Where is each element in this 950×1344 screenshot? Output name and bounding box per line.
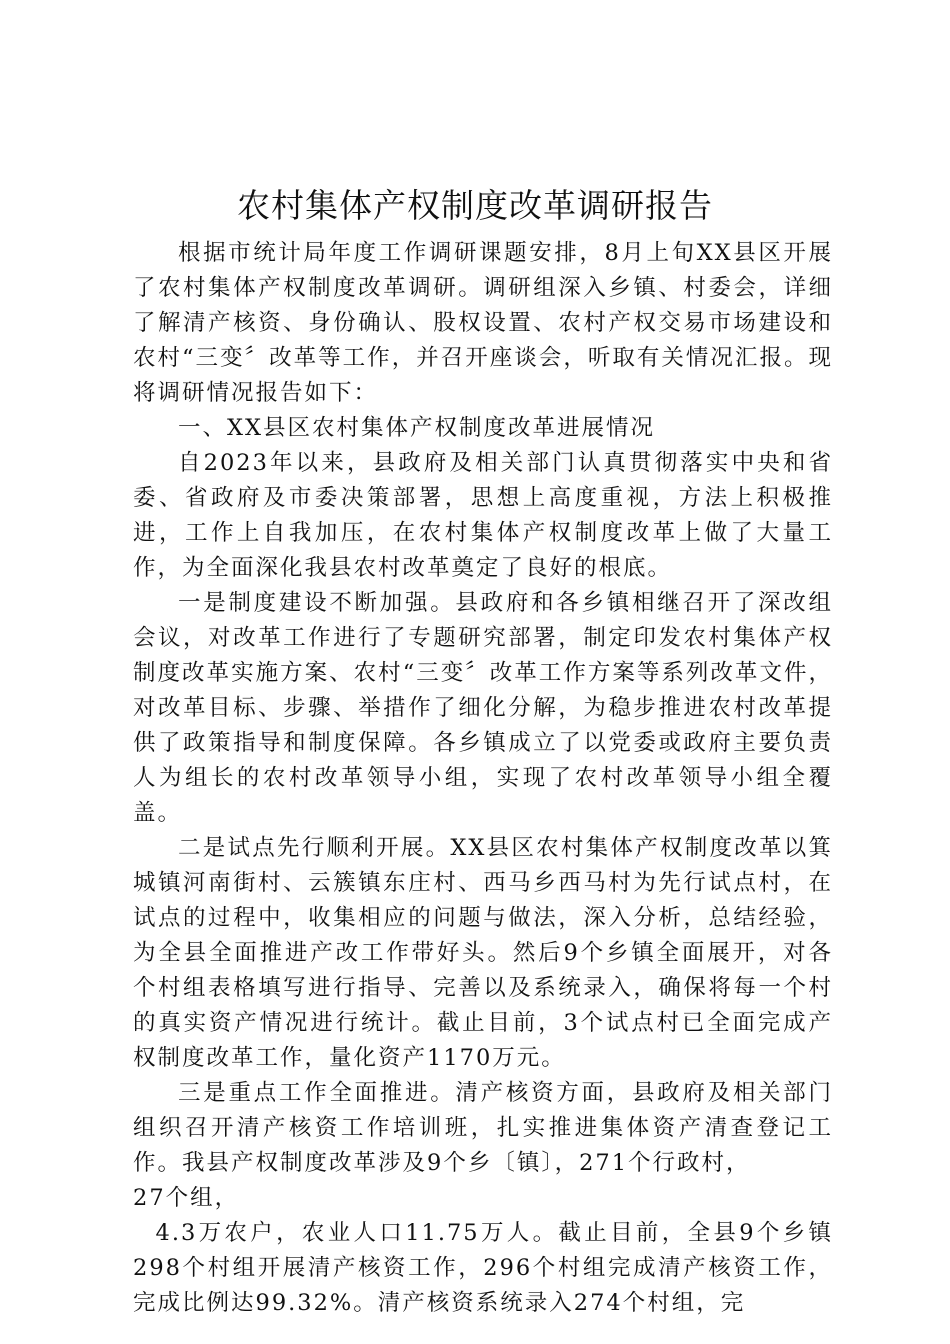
paragraph-key-work: 三是重点工作全面推进。清产核资方面，县政府及相关部门组织召开清产核资工作培训班，扎实推进集体资产清查登记工作。我县产权制度改革涉及9个乡〔镇〕，271个行政村，: [133, 1080, 833, 1176]
paragraph-system-building: 一是制度建设不断加强。县政府和各乡镇相继召开了深改组会议，对改革工作进行了专题研究部署，制定印发农村集体产权制度改革实施方案、农村“三变〞改革工作方案等系列改革文件，对改革目标、步骤、举措作了细化分解，为稳步推进农村改革提供了政策指导和制度保障。各乡镇成立了以党委或政府主要负责人为组长的农村改革领导小组，实现了农村改革领导小组全覆盖。: [133, 590, 833, 826]
document-body: [133, 236, 833, 1321]
paragraph-overview: 自2023年以来，县政府及相关部门认真贯彻落实中央和省委、省政府及市委决策部署，思想上高度重视，方法上积极推进，工作上自我加压，在农村集体产权制度改革上做了大量工作，为全面深化我县农村改革奠定了良好的根底。: [133, 450, 833, 581]
section-heading-1: 一、XX县区农村集体产权制度改革进展情况: [178, 415, 656, 441]
paragraph-statistics: 4.3万农户，农业人口11.75万人。截止目前，全县9个乡镇298个村组开展清产核资工作，296个村组完成清产核资工作，完成比例达99.32%。清产核资系统录入274个村组，完: [133, 1220, 833, 1316]
paragraph-fragment-groups: 27个组，: [133, 1185, 240, 1211]
paragraph-intro: 根据市统计局年度工作调研课题安排，8月上旬XX县区开展了农村集体产权制度改革调研。调研组深入乡镇、村委会，详细了解清产核资、身份确认、股权设置、农村产权交易市场建设和农村“三变〞改革等工作，并召开座谈会，听取有关情况汇报。现将调研情况报告如下：: [133, 240, 833, 406]
document-title: 农村集体产权制度改革调研报告: [237, 186, 713, 225]
paragraph-pilot: 二是试点先行顺利开展。XX县区农村集体产权制度改革以箕城镇河南街村、云簇镇东庄村、西马乡西马村为先行试点村，在试点的过程中，收集相应的问题与做法，深入分析，总结经验，为全县全面推进产改工作带好头。然后9个乡镇全面展开，对各个村组表格填写进行指导、完善以及系统录入，确保将每一个村的真实资产情况进行统计。截止目前，3个试点村已全面完成产权制度改革工作，量化资产1170万元。: [133, 835, 833, 1071]
